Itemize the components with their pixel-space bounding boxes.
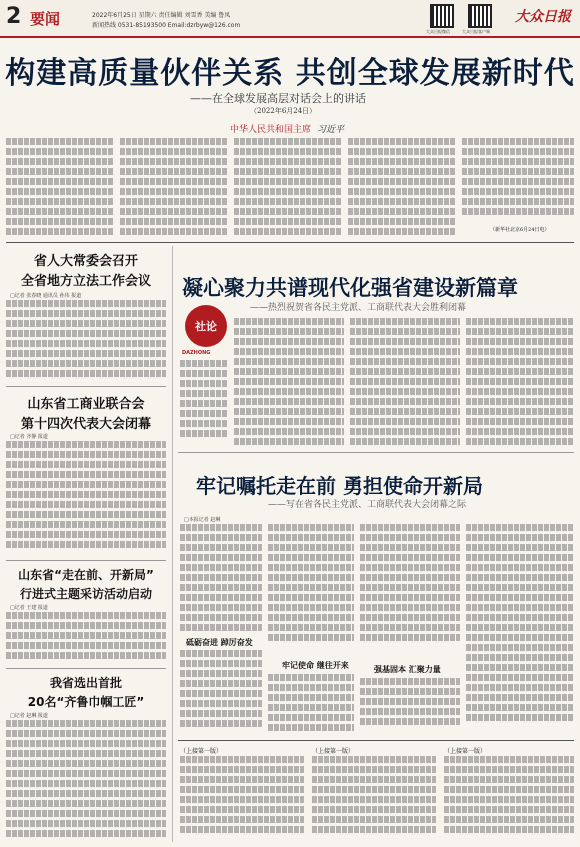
lead-text-col-4 [348,138,456,238]
lead-text-col-1 [6,138,114,238]
divider [178,740,574,741]
continuation-label-1: （上接第一版） [180,748,223,755]
commentary-1-subtitle: ——热烈祝贺省各民主党派、工商联代表大会胜利闭幕 [250,303,467,313]
lead-source-note: （新华社北京6月24日电） [490,227,550,233]
article-3-title-1[interactable]: 山东省“走在前、开新局” [18,568,154,582]
continuation-label-2: （上接第一版） [312,748,355,755]
commentary-2-subtitle: ——写在省各民主党派、工商联代表大会闭幕之际 [268,500,467,510]
lead-subtitle: ——在全球发展高层对话会上的讲话 [190,92,366,105]
commentary-1-title[interactable]: 凝心聚力共谱现代化强省建设新篇章 [182,276,518,300]
emblem-caption: DAZHONG [182,350,211,356]
article-3-body [6,612,166,666]
commentary-2-col-2b [268,674,354,734]
newspaper-logo: 大众日报 [515,9,571,25]
qr-code-icon[interactable] [430,4,454,28]
commentary-1-col-1 [234,318,344,448]
article-4-title-2[interactable]: 20名“齐鲁巾帼工匠” [27,695,145,709]
lead-text-col-5 [462,138,574,222]
commentary-2-col-3b [360,678,460,734]
qr-caption-2: 大众日报客户端 [462,29,490,34]
commentary-1-col-3 [466,318,574,448]
continuation-col-1 [180,756,304,842]
qr-code-icon[interactable] [468,4,492,28]
meta-line-2: 新闻热线 0531-85193500 Email:dzrbyw@126.com [92,22,241,29]
commentary-1-col-0 [180,360,228,448]
lead-date: （2022年6月24日） [250,107,317,115]
article-3-title-2[interactable]: 行进式主题采访活动启动 [19,587,152,601]
article-1-credit: □记者 张春晓 通讯员 孙伟 报道 [10,293,82,299]
commentary-2-col-3 [360,524,460,650]
signature: 习近平 [317,125,345,135]
article-2-body [6,441,166,557]
meta-line-1: 2022年6月25日 星期六 责任编辑 刘雪香 美编 鲁凤 [92,12,231,19]
continuation-label-3: （上接第一版） [444,748,487,755]
article-1-body [6,300,166,382]
commentary-2-subhead-3: 强基固本 汇聚力量 [374,664,441,674]
lead-byline: 中华人民共和国主席 习近平 [230,125,345,135]
lead-headline[interactable]: 构建高质量伙伴关系 共创全球发展新时代 [5,56,575,91]
divider [6,386,166,387]
article-4-title-1[interactable]: 我省选出首批 [49,676,122,690]
editorial-emblem-icon: 社论 [185,305,227,347]
lead-text-col-2 [120,138,228,238]
commentary-2-subhead-1: 砥砺奋进 踔厉奋发 [186,637,253,647]
divider [178,452,574,453]
lead-text-col-3 [234,138,342,238]
commentary-1-col-2 [350,318,460,448]
article-2-title-2[interactable]: 第十四次代表大会闭幕 [20,417,151,432]
commentary-2-col-1 [180,524,262,634]
article-2-title-1[interactable]: 山东省工商业联合会 [27,397,145,412]
page-number: 2 [6,4,22,29]
continuation-col-2 [312,756,436,842]
divider [6,560,166,561]
commentary-2-col-1b [180,650,262,734]
commentary-2-col-4 [466,524,574,734]
section-name: 要闻 [30,10,61,28]
commentary-2-subhead-2: 牢记使命 继往开来 [282,660,349,670]
commentary-2-col-2 [268,524,354,650]
article-1-title-1[interactable]: 省人大常委会召开 [33,254,138,269]
divider [6,668,166,669]
column-divider [172,246,173,842]
continuation-col-3 [444,756,574,842]
article-1-title-2[interactable]: 全省地方立法工作会议 [20,274,151,289]
divider [6,242,574,243]
commentary-2-title[interactable]: 牢记嘱托走在前 勇担使命开新局 [196,474,483,498]
article-4-body [6,720,166,842]
article-3-credit: □记者 王建 报道 [10,605,48,611]
article-4-credit: □记者 赵琳 报道 [10,713,48,719]
masthead-bar [0,0,580,38]
article-2-credit: □记者 齐静 报道 [10,434,48,440]
commentary-2-credit: □本报记者 赵琳 [184,517,221,523]
qr-caption-1: 大众日报微信 [426,29,450,34]
